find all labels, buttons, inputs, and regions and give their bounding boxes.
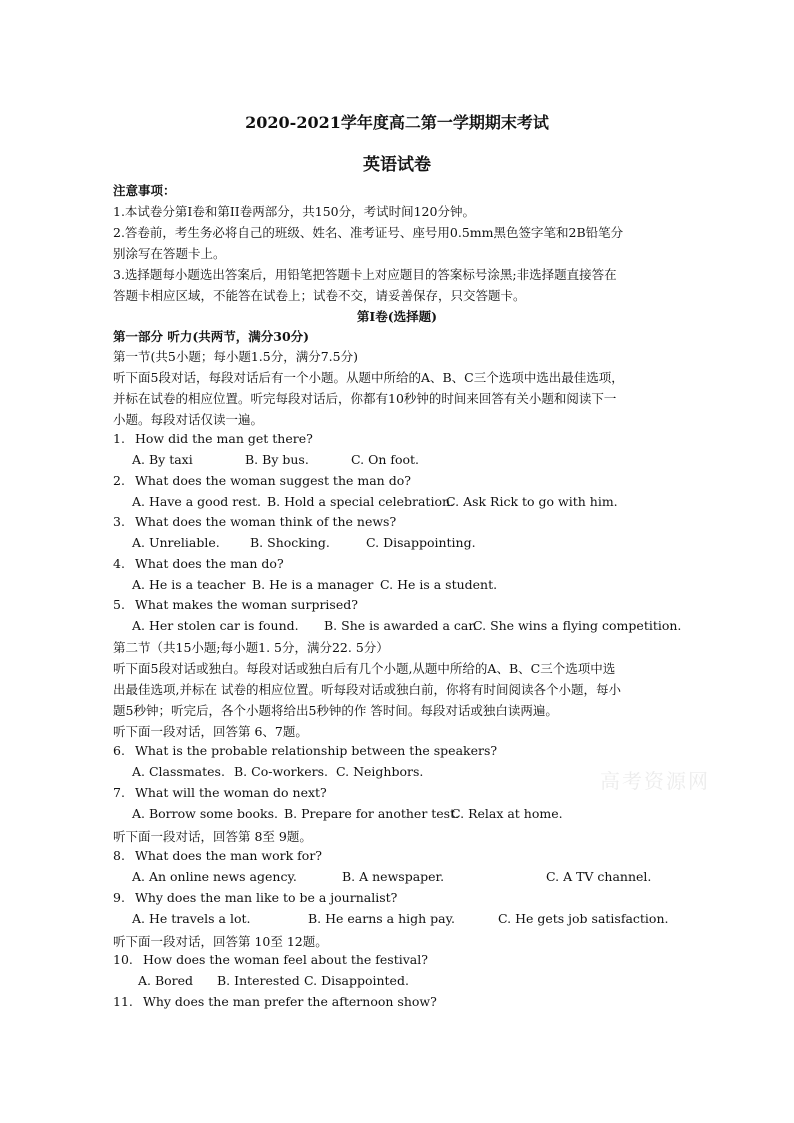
question-5: 5. What makes the woman surprised?	[113, 597, 358, 612]
notes-line: 答题卡相应区域，不能答在试卷上；试卷不交，请妥善保存，只交答题卡。	[113, 288, 526, 303]
option-a: A. He is a teacher	[132, 577, 246, 592]
option-a: A. He travels a lot.	[132, 911, 251, 926]
option-b: B. She is awarded a car.	[324, 618, 477, 633]
option-c: C. On foot.	[351, 452, 420, 467]
question-10: 10. How does the woman feel about the festival?	[113, 952, 428, 967]
question-8: 8. What does the man work for?	[113, 848, 323, 863]
question-9: 9. Why does the man like to be a journalist?	[113, 890, 398, 905]
question-7: 7. What will the woman do next?	[113, 785, 327, 800]
notes-line: 3.选择题每小题选出答案后，用铅笔把答题卡上对应题目的答案标号涂黑;非选择题直接答在	[113, 267, 617, 282]
option-a: A. By taxi	[132, 452, 193, 467]
exam-title: 2020-2021学年度高二第一学期期末考试	[245, 113, 549, 132]
notes-heading: 注意事项：	[113, 183, 176, 198]
watermark: 高考资源网	[600, 769, 710, 793]
option-c: C. He is a student.	[380, 577, 498, 592]
exam-subtitle: 英语试卷	[363, 155, 431, 175]
option-c: C. Neighbors.	[336, 764, 424, 779]
option-a: A. Borrow some books.	[132, 806, 279, 821]
option-a: A. Have a good rest.	[132, 494, 261, 509]
prompt-10-12: 听下面一段对话，回答第 10至 12题。	[113, 934, 328, 949]
section1-instructions: 小题。每段对话仅读一遍。	[113, 412, 264, 427]
option-c: C. Relax at home.	[451, 806, 563, 821]
section2-instructions: 出最佳选项,并标在 试卷的相应位置。听每段对话或独白前，你将有时间阅读各个小题，每小	[113, 682, 621, 697]
option-b: B. By bus.	[245, 452, 309, 467]
notes-line: 2.答卷前，考生务必将自己的班级、姓名、准考证号、座号用0.5mm黑色签字笔和2B铅笔分	[113, 225, 624, 240]
section2-instructions: 题5秒钟；听完后，各个小题将给出5秒钟的作 答时间。每段对话或独白读两遍。	[113, 703, 558, 718]
section1-instructions: 听下面5段对话，每段对话后有一个小题。从题中所给的A、B、C三个选项中选出最佳选项，	[113, 370, 624, 385]
option-a: A. Bored	[138, 973, 194, 988]
option-c: C. She wins a flying competition.	[473, 618, 682, 633]
option-a: A. Classmates.	[132, 764, 225, 779]
part1-title: 第一部分 听力(共两节，满分30分)	[113, 329, 310, 344]
option-b: B. Co-workers.	[234, 764, 328, 779]
question-2: 2. What does the woman suggest the man do?	[113, 473, 411, 488]
option-c: C. Disappointing.	[366, 535, 476, 550]
option-c: C. Ask Rick to go with him.	[446, 494, 618, 509]
section1-title: 第一节(共5小题；每小题1.5分，满分7.5分)	[113, 349, 358, 364]
option-c: C. A TV channel.	[546, 869, 652, 884]
section1-instructions: 并标在试卷的相应位置。听完每段对话后，你都有10秒钟的时间来回答有关小题和阅读下一	[113, 391, 617, 406]
notes-line: 别涂写在答题卡上。	[113, 246, 226, 261]
section2-title: 第二节（共15小题;每小题1. 5分，满分22. 5分）	[113, 640, 389, 655]
option-c: C. He gets job satisfaction.	[498, 911, 669, 926]
option-b: B. Prepare for another test.	[284, 806, 460, 821]
option-a: A. An online news agency.	[132, 869, 297, 884]
volume-title: 第I卷(选择题)	[356, 309, 438, 324]
section2-instructions: 听下面5段对话或独白。每段对话或独白后有几个小题,从题中所给的A、B、C三个选项中选	[113, 661, 616, 676]
option-b: B. Shocking.	[250, 535, 330, 550]
option-b: B. A newspaper.	[342, 869, 445, 884]
prompt-6-7: 听下面一段对话，回答第 6、7题。	[113, 724, 308, 739]
option-b: B. He is a manager	[252, 577, 374, 592]
option-a: A. Her stolen car is found.	[132, 618, 299, 633]
question-11: 11. Why does the man prefer the afternoon show?	[113, 994, 437, 1009]
question-3: 3. What does the woman think of the news?	[113, 514, 397, 529]
question-6: 6. What is the probable relationship between the speakers?	[113, 743, 498, 758]
prompt-8-9: 听下面一段对话，回答第 8至 9题。	[113, 829, 312, 844]
option-b: B. He earns a high pay.	[308, 911, 455, 926]
option-b: B. Interested	[217, 973, 300, 988]
option-b: B. Hold a special celebration.	[267, 494, 454, 509]
question-1: 1. How did the man get there?	[113, 431, 313, 446]
option-c: C. Disappointed.	[304, 973, 409, 988]
question-4: 4. What does the man do?	[113, 556, 284, 571]
notes-line: 1.本试卷分第I卷和第II卷两部分，共150分，考试时间120分钟。	[113, 204, 475, 219]
option-a: A. Unreliable.	[132, 535, 220, 550]
